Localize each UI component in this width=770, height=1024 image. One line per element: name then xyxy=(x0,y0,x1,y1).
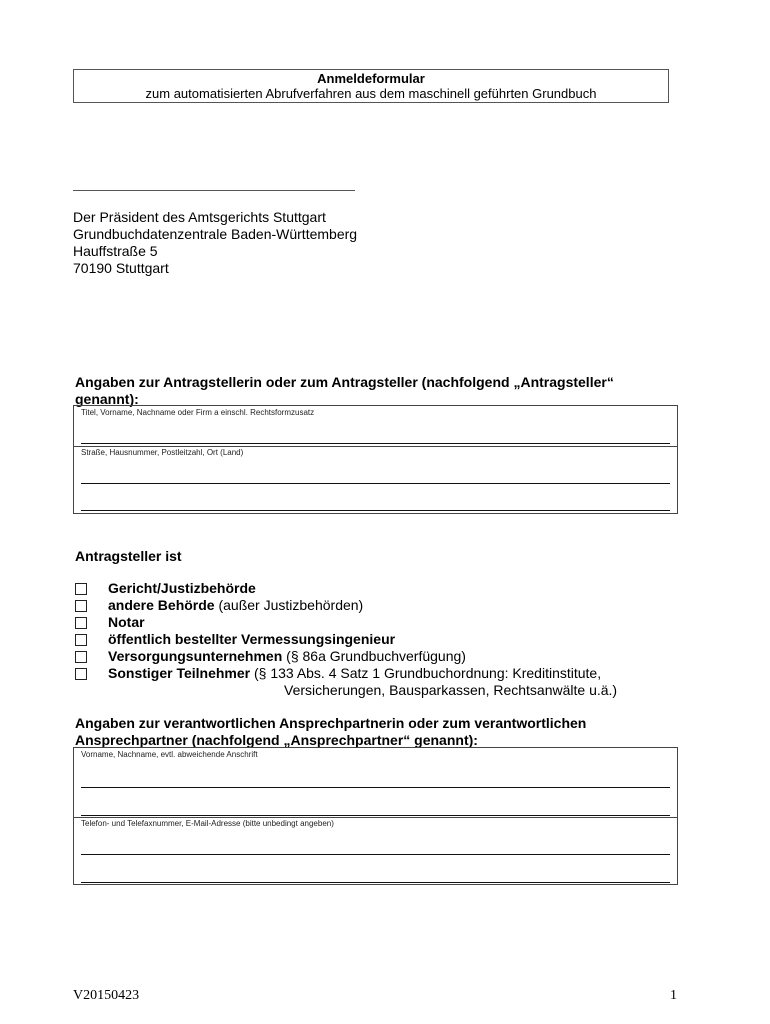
type-heading: Antragsteller ist xyxy=(75,548,182,564)
contact-box xyxy=(73,747,678,885)
checkbox-notary[interactable] xyxy=(75,617,87,629)
address-line-4: 70190 Stuttgart xyxy=(73,260,169,276)
option-row[interactable] xyxy=(75,614,617,631)
option-row[interactable] xyxy=(75,648,617,665)
option-note: (§ 86a Grundbuchverfügung) xyxy=(282,648,466,664)
form-header xyxy=(73,69,669,103)
checkbox-utility[interactable] xyxy=(75,651,87,663)
checkbox-surveyor[interactable] xyxy=(75,634,87,646)
form-title: Anmeldeformular xyxy=(317,71,425,86)
option-label: andere Behörde xyxy=(108,597,215,613)
contact-name-field-1[interactable] xyxy=(81,787,670,788)
option-label: öffentlich bestellter Vermessungsingenieur xyxy=(108,631,396,647)
checkbox-court[interactable] xyxy=(75,583,87,595)
option-row[interactable] xyxy=(75,631,617,648)
applicant-heading-line-1: Angaben zur Antragstellerin oder zum Antragsteller (nachfolgend „Antragsteller“ xyxy=(75,374,614,390)
contact-name-field-2[interactable] xyxy=(81,815,670,816)
contact-divider xyxy=(74,817,677,818)
version-label: V20150423 xyxy=(73,988,140,1003)
option-row[interactable] xyxy=(75,580,617,597)
option-label: Sonstiger Teilnehmer xyxy=(108,665,251,681)
contact-heading-line-1: Angaben zur verantwortlichen Ansprechpartnerin oder zum verantwortlichen xyxy=(75,715,587,731)
applicant-box xyxy=(73,405,678,514)
sender-line xyxy=(73,190,355,191)
option-label: Gericht/Justizbehörde xyxy=(108,580,256,596)
checkbox-other-participant[interactable] xyxy=(75,668,87,680)
address-line-1: Der Präsident des Amtsgerichts Stuttgart xyxy=(73,209,326,225)
contact-phone-label: Telefon- und Telefaxnummer, E-Mail-Adresse (bitte unbedingt angeben) xyxy=(81,819,334,828)
form-subtitle: zum automatisierten Abrufverfahren aus dem maschinell geführten Grundbuch xyxy=(145,86,597,101)
option-label: Notar xyxy=(108,614,145,630)
page-number: 1 xyxy=(670,988,677,1003)
applicant-heading xyxy=(75,374,614,408)
applicant-heading-line-2: genannt): xyxy=(75,391,139,407)
checkbox-other-authority[interactable] xyxy=(75,600,87,612)
contact-name-label: Vorname, Nachname, evtl. abweichende Anschrift xyxy=(81,750,258,759)
applicant-divider xyxy=(74,446,677,447)
type-options xyxy=(75,580,617,699)
option-row[interactable] xyxy=(75,665,617,682)
contact-phone-field-1[interactable] xyxy=(81,854,670,855)
option-label: Versorgungsunternehmen xyxy=(108,648,283,664)
applicant-address-field-1[interactable] xyxy=(81,483,670,484)
option-continuation: Versicherungen, Bausparkassen, Rechtsanwälte u.ä.) xyxy=(284,682,618,698)
applicant-name-field[interactable] xyxy=(81,443,670,444)
applicant-address-label: Straße, Hausnummer, Postleitzahl, Ort (Land) xyxy=(81,448,244,457)
address-line-2: Grundbuchdatenzentrale Baden-Württemberg xyxy=(73,226,358,242)
contact-heading xyxy=(75,715,586,749)
option-note: (außer Justizbehörden) xyxy=(214,597,364,613)
address-line-3: Hauffstraße 5 xyxy=(73,243,158,259)
applicant-name-label: Titel, Vorname, Nachname oder Firm a einschl. Rechtsformzusatz xyxy=(81,408,315,417)
recipient-address xyxy=(73,209,357,277)
option-note: (§ 133 Abs. 4 Satz 1 Grundbuchordnung: Kreditinstitute, xyxy=(250,665,602,681)
contact-heading-line-2: Ansprechpartner (nachfolgend „Ansprechpartner“ genannt): xyxy=(75,732,478,748)
option-row[interactable] xyxy=(75,597,617,614)
contact-phone-field-2[interactable] xyxy=(81,882,670,883)
applicant-address-field-2[interactable] xyxy=(81,510,670,511)
